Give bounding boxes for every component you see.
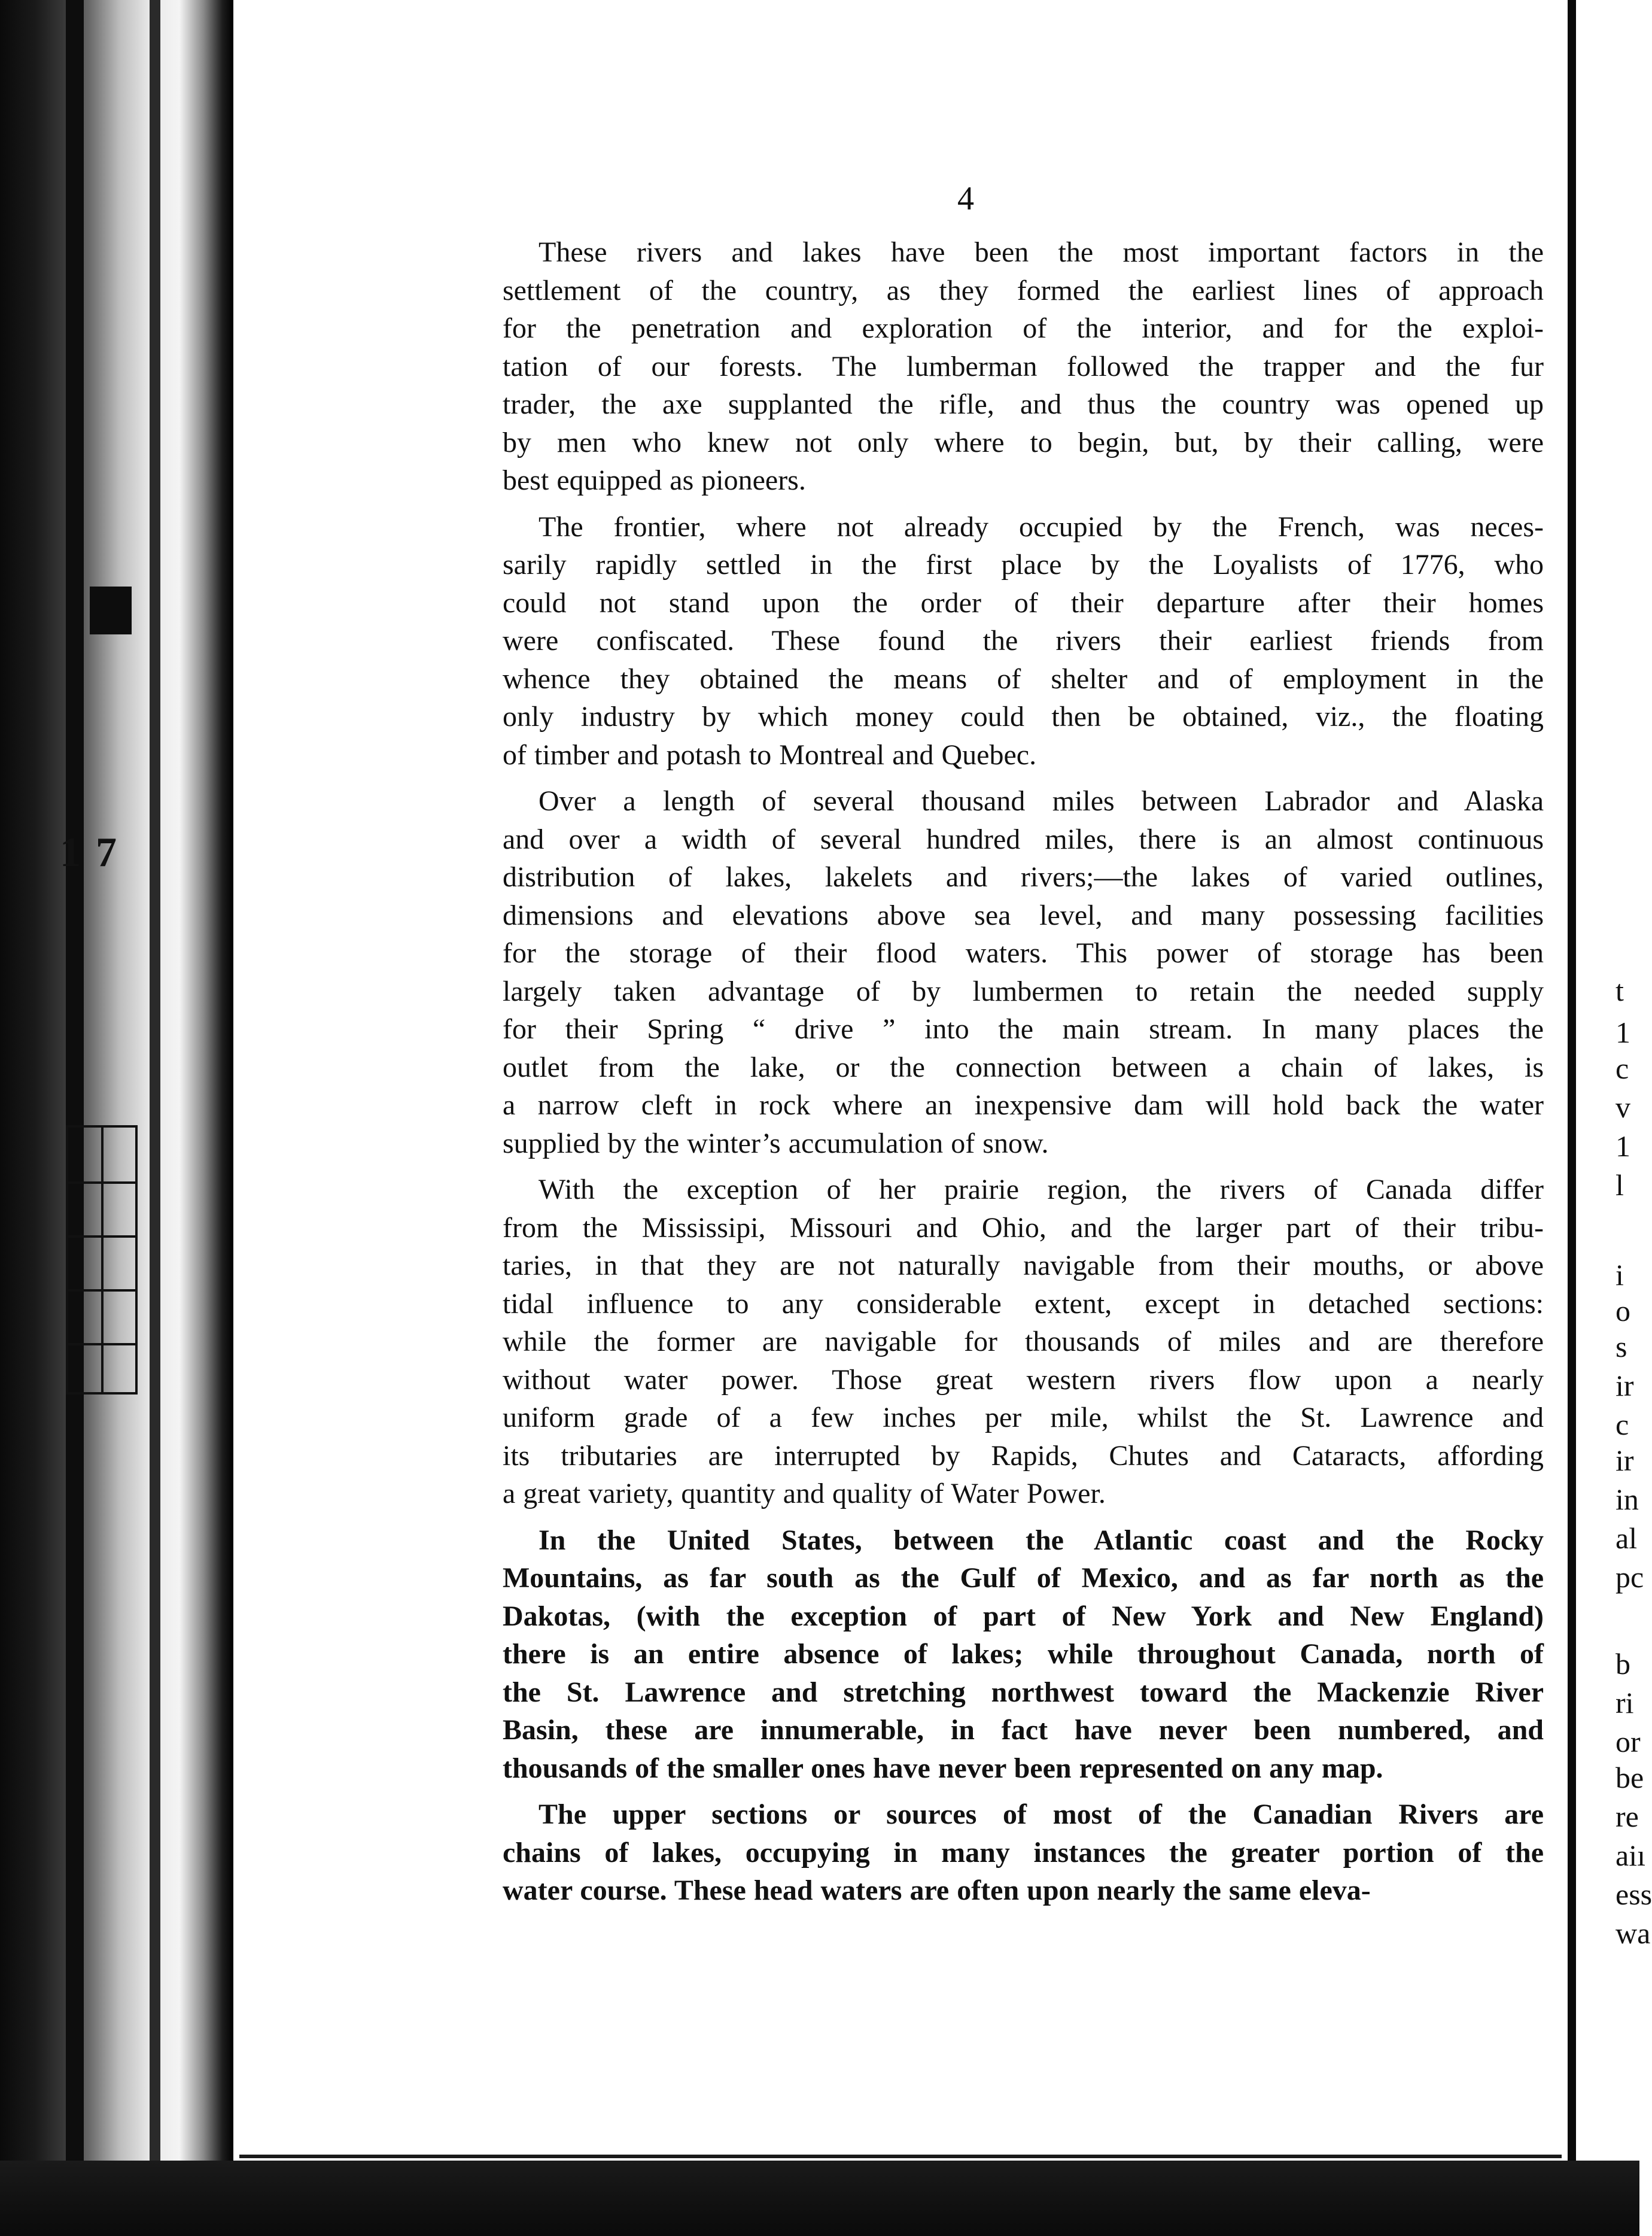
page-edge-line: [1568, 0, 1576, 2236]
binding-table-fragment: [66, 1125, 138, 1395]
next-page-fragment: 1: [1616, 1016, 1630, 1049]
text-line: of timber and potash to Montreal and Quebec.: [503, 739, 1037, 771]
next-page-fragment: o: [1616, 1294, 1630, 1327]
text-line: tation of our forests. The lumberman followed the trapper and the fur: [503, 350, 1544, 382]
text-line: uniform grade of a few inches per mile, whilst the St. Lawrence and: [503, 1402, 1544, 1433]
text-line: trader, the axe supplanted the rifle, and thus the country was opened up: [503, 388, 1544, 420]
text-line: by men who knew not only where to begin, but, by their calling, were: [503, 426, 1544, 458]
text-line: sarily rapidly settled in the first place by the Loyalists of 1776, who: [503, 549, 1544, 581]
text-line: and over a width of several hundred miles, there is an almost continuous: [503, 823, 1544, 855]
next-page-fragment: c: [1616, 1052, 1629, 1085]
text-line: there is an entire absence of lakes; while throughout Canada, north of: [503, 1638, 1544, 1670]
next-page-fragment: v: [1616, 1090, 1630, 1124]
text-line: Over a length of several thousand miles between Labrador and Alaska: [539, 785, 1544, 817]
paragraph: [503, 508, 1544, 774]
binding-streak: [66, 0, 84, 2236]
text-line: from the Mississipi, Missouri and Ohio, and the larger part of their tribu-: [503, 1211, 1544, 1244]
text-line: thousands of the smaller ones have never been represented on any map.: [503, 1752, 1383, 1784]
text-line: chains of lakes, occupying in many instances the greater portion of the: [503, 1836, 1544, 1869]
binding-streak: [90, 587, 132, 634]
text-line: for the penetration and exploration of the interior, and for the exploi-: [503, 312, 1544, 344]
text-line: settlement of the country, as they formed the earliest lines of approach: [503, 274, 1544, 306]
next-page-fragment: aiı: [1616, 1839, 1645, 1872]
text-line: water course. These head waters are often upon nearly the same eleva-: [503, 1875, 1371, 1906]
next-page-fragment: i: [1616, 1258, 1624, 1292]
text-line: for the storage of their flood waters. This power of storage has been: [503, 937, 1544, 969]
text-line: while the former are navigable for thousands of miles and are therefore: [503, 1326, 1544, 1357]
next-page-fragment: in: [1616, 1482, 1639, 1516]
next-page-fragment: t: [1616, 974, 1624, 1007]
text-line: the St. Lawrence and stretching northwest toward the Mackenzie River: [503, 1676, 1544, 1708]
body-text: [503, 233, 1544, 1918]
text-line: a narrow cleft in rock where an inexpensive dam will hold back the water: [503, 1089, 1544, 1121]
text-line: largely taken advantage of by lumbermen to retain the needed supply: [503, 975, 1544, 1007]
text-line: In the United States, between the Atlantic coast and the Rocky: [539, 1524, 1544, 1556]
text-line: The upper sections or sources of most of the Canadian Rivers are: [539, 1798, 1544, 1830]
next-page-fragment: ess: [1616, 1877, 1652, 1911]
text-line: without water power. Those great western rivers flow upon a nearly: [503, 1363, 1544, 1396]
next-page-fragment: wa: [1616, 1916, 1651, 1950]
text-line: best equipped as pioneers.: [503, 464, 806, 496]
paragraph: [503, 1796, 1544, 1910]
next-page-fragment: c: [1616, 1408, 1629, 1441]
next-page-fragment: be: [1616, 1761, 1644, 1794]
text-line: could not stand upon the order of their departure after their homes: [503, 587, 1544, 619]
next-page-fragment: b: [1616, 1647, 1630, 1681]
text-line: for their Spring “ drive ” into the main stream. In many places the: [503, 1013, 1544, 1045]
page-number: 4: [957, 180, 974, 217]
text-line: With the exception of her prairie region, the rivers of Canada differ: [539, 1174, 1544, 1205]
next-page-fragment: ir: [1616, 1369, 1634, 1402]
paragraph: [503, 782, 1544, 1162]
text-line: whence they obtained the means of shelter and of employment in the: [503, 663, 1544, 695]
binding-fragment: 7: [96, 830, 117, 876]
text-line: outlet from the lake, or the connection between a chain of lakes, is: [503, 1051, 1544, 1083]
text-line: distribution of lakes, lakelets and rivers;—the lakes of varied outlines,: [503, 861, 1544, 893]
next-page-fragment: s: [1616, 1330, 1627, 1363]
text-line: Dakotas, (with the exception of part of New York and New England): [503, 1600, 1544, 1632]
text-line: supplied by the winter’s accumulation of snow.: [503, 1127, 1049, 1159]
next-page-fragment: pc: [1616, 1560, 1644, 1594]
text-line: tidal influence to any considerable extent, except in detached sections:: [503, 1287, 1544, 1320]
scan-bottom-margin: [0, 2161, 1639, 2236]
next-page-fragment: or: [1616, 1725, 1641, 1758]
next-page-fragment: l: [1616, 1168, 1624, 1202]
next-page-fragment: 1: [1616, 1129, 1630, 1163]
text-line: Mountains, as far south as the Gulf of Mexico, and as far north as the: [503, 1562, 1544, 1594]
next-page-fragment: re: [1616, 1800, 1639, 1833]
text-line: its tributaries are interrupted by Rapids, Chutes and Cataracts, affording: [503, 1439, 1544, 1472]
text-line: a great variety, quantity and quality of Water Power.: [503, 1478, 1106, 1509]
text-line: Basin, these are innumerable, in fact have never been numbered, and: [503, 1714, 1544, 1746]
text-line: only industry by which money could then be obtained, viz., the floating: [503, 701, 1544, 733]
text-line: The frontier, where not already occupied by the French, was neces-: [539, 511, 1544, 543]
next-page-fragment: al: [1616, 1521, 1638, 1555]
next-page-fragment: ir: [1616, 1444, 1634, 1477]
text-line: These rivers and lakes have been the most important factors in the: [539, 236, 1544, 268]
paragraph: [503, 1521, 1544, 1788]
next-page-fragment: ri: [1616, 1686, 1634, 1719]
paragraph: [503, 233, 1544, 500]
binding-streak: [150, 0, 160, 2236]
text-line: dimensions and elevations above sea level, and many possessing facilities: [503, 899, 1544, 931]
text-line: taries, in that they are not naturally navigable from their mouths, or above: [503, 1250, 1544, 1281]
page-bottom-edge: [239, 2155, 1562, 2158]
paragraph: [503, 1171, 1544, 1513]
book-binding: [0, 0, 233, 2236]
binding-fragment: 1: [60, 830, 81, 876]
text-line: were confiscated. These found the rivers their earliest friends from: [503, 625, 1544, 657]
